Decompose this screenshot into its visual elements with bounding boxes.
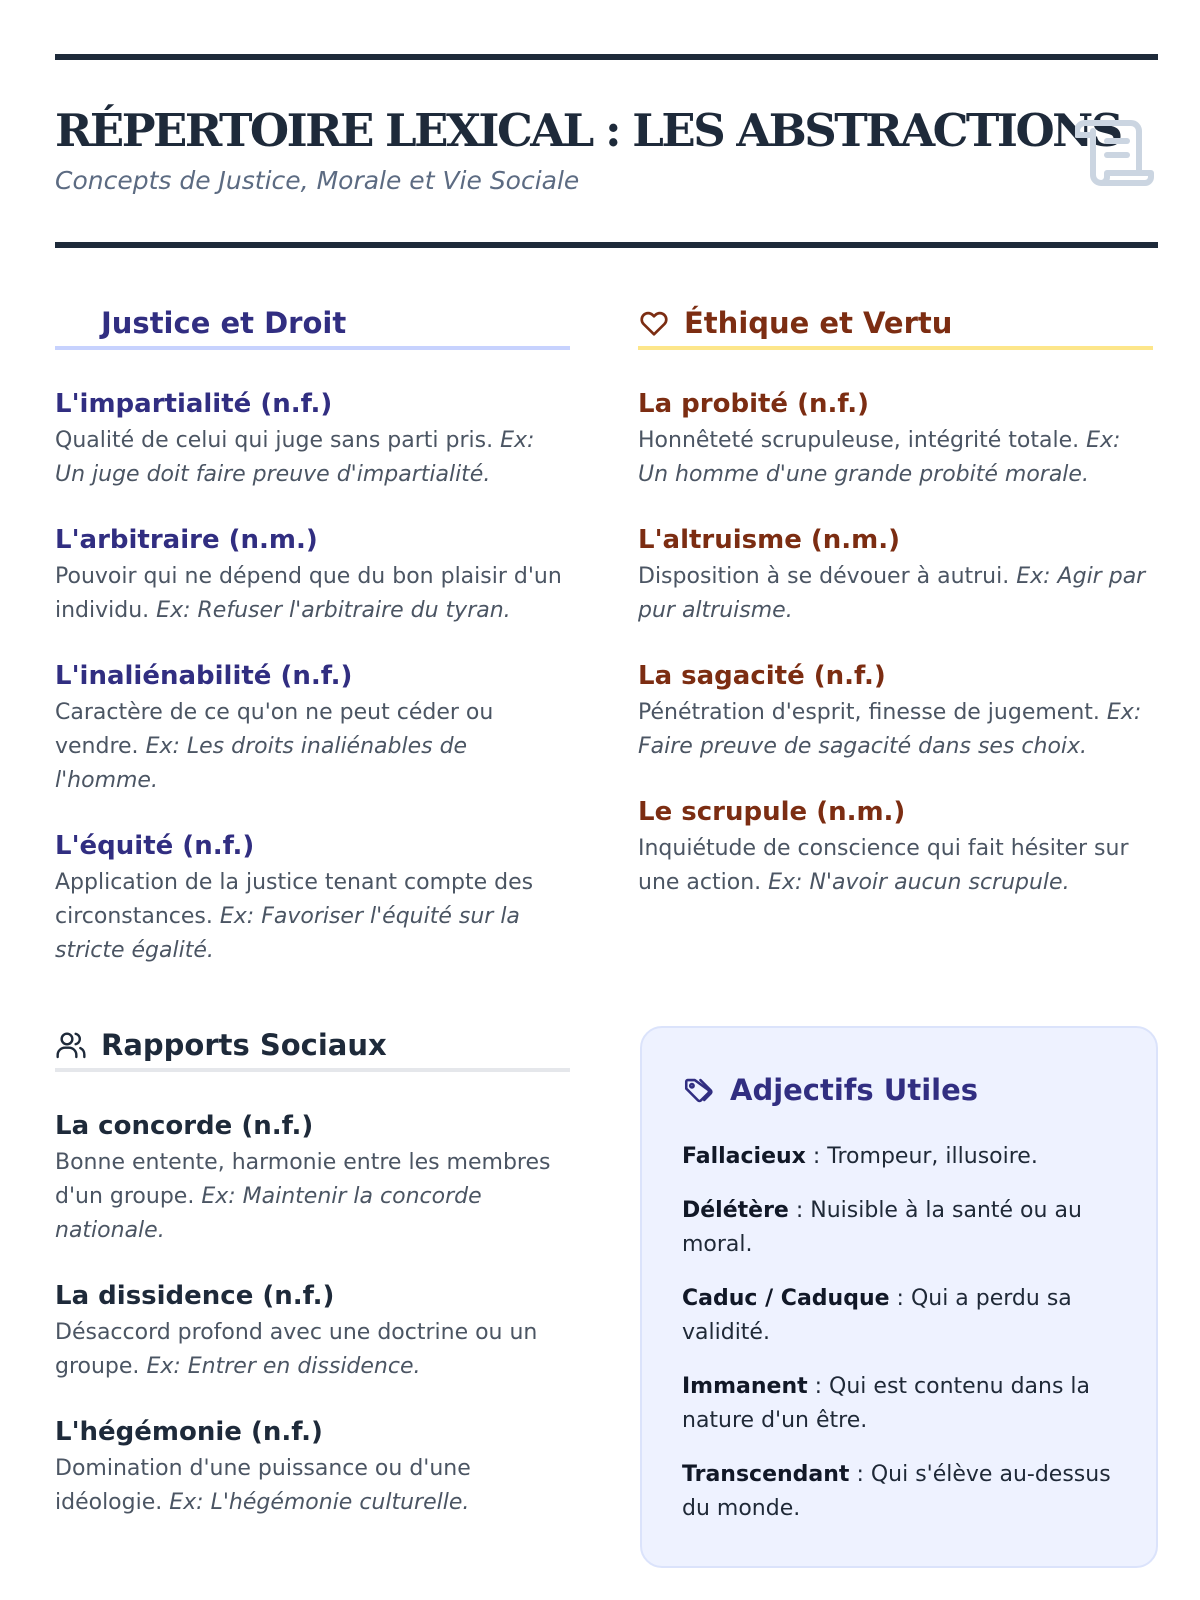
entry-definition: Désaccord profond avec une doctrine ou un groupe. Ex: Entrer en dissidence. [55,1320,538,1379]
adjectives-header [682,1070,1118,1110]
page-subtitle: Concepts de Justice, Morale et Vie Sociale [55,166,580,195]
entry [55,830,570,968]
entry-example: Ex: Les droits inaliénables de l'homme. [55,734,468,793]
entry-definition: Honnêteté scrupuleuse, intégrité totale. Ex: Un homme d'une grande probité morale. [638,428,1121,487]
adjective-word: Délétère [682,1198,789,1223]
entry-definition: Disposition à se dévouer à autrui. Ex: Agir par pur altruisme. [638,564,1146,623]
adjective-item: Fallacieux : Trompeur, illusoire. [682,1144,1038,1169]
entry-definition: Pouvoir qui ne dépend que du bon plaisir d'un individu. Ex: Refuser l'arbitraire du tyran. [55,564,562,623]
entry-definition: Caractère de ce qu'on ne peut céder ou vendre. Ex: Les droits inaliénables de l'homme. [55,700,494,793]
entry-term: La dissidence (n.f.) [55,1281,335,1311]
entry-term: L'inaliénabilité (n.f.) [55,661,353,691]
entry-definition: Qualité de celui qui juge sans parti pris. Ex: Un juge doit faire preuve d'impartialité. [55,428,535,487]
entry [638,660,1153,764]
entry-term: L'altruisme (n.m.) [638,525,901,555]
tags-icon [682,1072,730,1108]
entry-definition: Application de la justice tenant compte des circonstances. Ex: Favoriser l'équité sur la stricte égalité. [55,870,534,963]
adjectives-title: Adjectifs Utiles [730,1073,979,1107]
adjective-word: Transcendant [682,1462,850,1487]
entry-term: La probité (n.f.) [638,389,870,419]
adjective-item: Transcendant : Qui s'élève au-dessus du monde. [682,1462,1111,1521]
section-title: Rapports Sociaux [101,1028,387,1062]
section-icon-placeholder [55,306,101,340]
entry [638,524,1153,628]
adjective-item: Immanent : Qui est contenu dans la nature d'un être. [682,1374,1091,1433]
adjective-item: Délétère : Nuisible à la santé ou au moral. [682,1198,1082,1257]
page-title: RÉPERTOIRE LEXICAL : LES ABSTRACTIONS [55,104,1121,157]
entry-term: L'arbitraire (n.m.) [55,525,318,555]
entry-term: L'impartialité (n.f.) [55,389,333,419]
adjective-item: Caduc / Caduque : Qui a perdu sa validité. [682,1286,1072,1345]
entry-term: Le scrupule (n.m.) [638,797,906,827]
entry-term: L'équité (n.f.) [55,831,255,861]
section-social [55,1022,570,1552]
section-header [55,300,570,350]
scroll-icon [1075,113,1155,193]
entry-example: Ex: Maintenir la concorde nationale. [55,1184,482,1243]
entry [55,524,570,628]
entry-term: La concorde (n.f.) [55,1111,314,1141]
section-justice [55,300,570,1000]
header-bottom-rule [55,242,1158,248]
adjective-meaning: Qui s'élève au-dessus du monde. [682,1462,1111,1521]
adjective-word: Immanent [682,1374,808,1399]
entry-list [55,1110,570,1520]
entry [55,1280,570,1384]
entry [638,388,1153,492]
entry [55,1110,570,1248]
entry-definition: Pénétration d'esprit, finesse de jugement. Ex: Faire preuve de sagacité dans ses choix. [638,700,1142,759]
adjectives-list [682,1140,1118,1526]
entry-example: Ex: N'avoir aucun scrupule. [768,870,1070,895]
entry-definition: Inquiétude de conscience qui fait hésiter sur une action. Ex: N'avoir aucun scrupule. [638,836,1129,895]
entry-example: Ex: Refuser l'arbitraire du tyran. [156,598,511,623]
entry [55,660,570,798]
adjective-meaning: Trompeur, illusoire. [827,1144,1038,1169]
users-icon [55,1028,101,1062]
entry [55,388,570,492]
entry-definition: Bonne entente, harmonie entre les membres d'un groupe. Ex: Maintenir la concorde nationale. [55,1150,551,1243]
adjective-word: Caduc / Caduque [682,1286,890,1311]
section-ethique [638,300,1153,932]
adjective-meaning: Qui a perdu sa validité. [682,1286,1072,1345]
adjectives-panel [640,1026,1158,1568]
section-title: Éthique et Vertu [684,306,953,340]
entry-example: Ex: Agir par pur altruisme. [638,564,1146,623]
section-header [638,300,1153,350]
entry-list [55,388,570,968]
heart-icon [638,306,684,340]
entry-example: Ex: Faire preuve de sagacité dans ses choix. [638,700,1142,759]
entry-term: L'hégémonie (n.f.) [55,1417,323,1447]
entry-example: Ex: Entrer en dissidence. [146,1354,421,1379]
top-rule [55,54,1158,60]
entry-example: Ex: L'hégémonie culturelle. [169,1490,470,1515]
entry-list [638,388,1153,900]
adjective-meaning: Nuisible à la santé ou au moral. [682,1198,1082,1257]
adjective-meaning: Qui est contenu dans la nature d'un être. [682,1374,1091,1433]
entry-definition: Domination d'une puissance ou d'une idéologie. Ex: L'hégémonie culturelle. [55,1456,471,1515]
section-header [55,1022,570,1072]
section-title: Justice et Droit [101,306,347,340]
entry-example: Ex: Un homme d'une grande probité morale. [638,428,1121,487]
entry-example: Ex: Favoriser l'équité sur la stricte égalité. [55,904,520,963]
entry [638,796,1153,900]
entry-example: Ex: Un juge doit faire preuve d'impartialité. [55,428,535,487]
adjective-word: Fallacieux [682,1144,806,1169]
entry-term: La sagacité (n.f.) [638,661,886,691]
entry [55,1416,570,1520]
